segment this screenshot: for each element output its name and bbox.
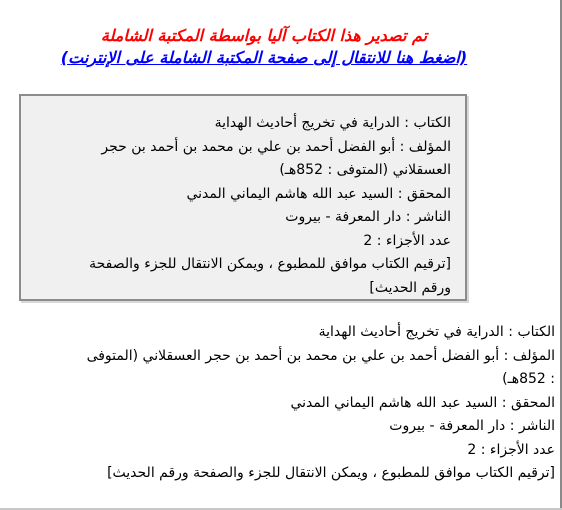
box-author-line-1: المؤلف : أبو الفضل أحمد بن علي بن محمد بن أحمد بن حجر <box>101 138 451 155</box>
body-volumes: عدد الأجزاء : 2 <box>467 441 555 458</box>
book-info-box <box>19 94 467 301</box>
box-publisher: الناشر : دار المعرفة - بيروت <box>285 209 451 225</box>
body-publisher: الناشر : دار المعرفة - بيروت <box>389 418 555 434</box>
body-note: [ترقيم الكتاب موافق للمطبوع ، ويمكن الانتقال للجزء والصفحة ورقم الحديث] <box>107 465 555 481</box>
box-author-line-2: العسقلاني (المتوفى : 852هـ) <box>279 162 451 178</box>
box-volumes: عدد الأجزاء : 2 <box>363 232 451 249</box>
book-info-text <box>0 321 555 486</box>
body-author-line-1: المؤلف : أبو الفضل أحمد بن علي بن محمد بن أحمد بن حجر العسقلاني (المتوفى <box>86 347 555 364</box>
box-editor: المحقق : السيد عبد الله هاشم اليماني المدني <box>186 185 451 202</box>
body-book-title: الكتاب : الدراية في تخريج أحاديث الهداية <box>318 324 555 340</box>
box-note-line-1: [ترقيم الكتاب موافق للمطبوع ، ويمكن الانتقال للجزء والصفحة <box>89 256 451 272</box>
body-author-line-2: : 852هـ) <box>502 371 555 387</box>
box-book-title: الكتاب : الدراية في تخريج أحاديث الهداية <box>214 115 451 131</box>
export-notice-title: تم تصدير هذا الكتاب آليا بواسطة المكتبة الشاملة <box>100 26 428 45</box>
shamela-website-link[interactable]: (اضغط هنا للانتقال إلى صفحة المكتبة الشاملة على الإنترنت) <box>60 48 468 67</box>
body-editor: المحقق : السيد عبد الله هاشم اليماني المدني <box>290 394 555 411</box>
box-note-line-2: ورقم الحديث] <box>369 279 451 296</box>
